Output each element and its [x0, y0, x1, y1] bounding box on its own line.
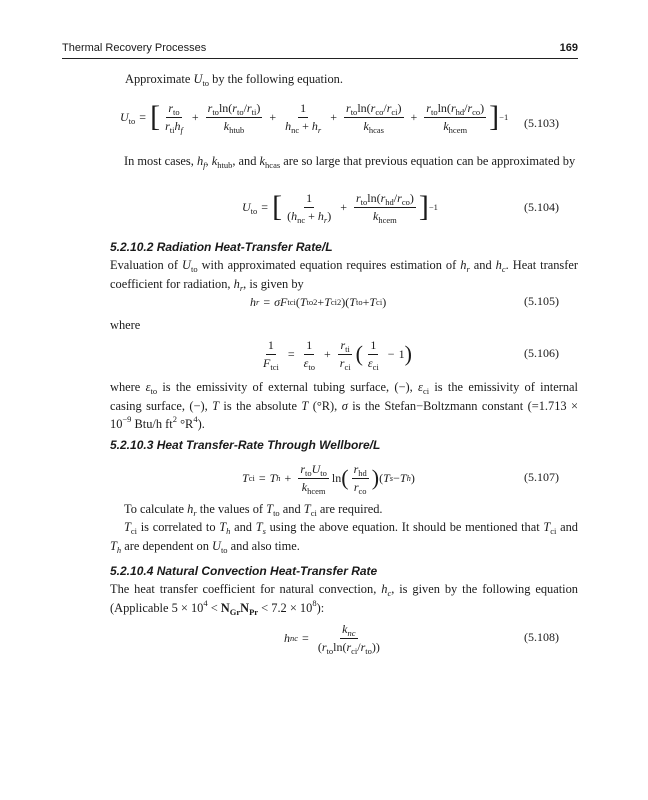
equation-5-105: h r = σF tci ( T to 2 + T ci 2 )( T to + T ci ): [250, 294, 387, 309]
paragraph-emissivity: where $\varepsilon_{to}$ is the emissivity of external tubing surface, (−), $\varepsilon_{ci}$ is the emissivity of internal casing surface, (−), T is the absolute T (°R), σ is the Stefan−Boltzmann constant ($=1.713 \times 10^{-9}$ Btu/h $ft^2$ $^\circ R^4$).: [110, 380, 578, 431]
running-header: Thermal Recovery Processes: [62, 42, 207, 54]
equation-number: (5.103): [524, 116, 559, 130]
equation-5-107: T ci = T h + $\frac{r_{to}U_{to}}{k_{hcem}}$ ln ( $\frac{r_{hd}}{r_{co}}$ ) ( T s − T h ): [242, 461, 415, 496]
paragraph-correlated: $T_{ci}$ is correlated to $T_h$ and $T_s$ using the above equation. It should be mentioned that $T_{ci}$ and $T_h$ are dependent on $U_{to}$ and also time.: [110, 520, 578, 555]
paragraph-convection: The heat transfer coefficient for natural convection, $h_c$, is given by the following equation (Applicable $5 \times 10^4 < N_{Gr}N_{Pr} < 7.2 \times 10^8$):: [110, 582, 578, 617]
equation-5-104: $U_{to}$ = [ $\frac{1}{(h_{nc} + h_r)}$ + $\frac{r_{to}\ln(r_{hd}/r_{co})}{k_{hcem}}$ ] −1: [242, 190, 438, 225]
section-heading-radiation: 5.2.10.2 Radiation Heat-Transfer Rate/L: [110, 240, 333, 254]
section-heading-convection: 5.2.10.4 Natural Convection Heat-Transfer Rate: [110, 564, 378, 578]
paragraph-approximate: Approximate $U_{to}$ by the following equation.: [125, 72, 343, 88]
equation-5-108: h nc = $\frac{k_{nc}}{(r_{to}\ln(r_{ci}/r_{to}))}$: [284, 621, 380, 656]
header-rule: [62, 58, 578, 59]
text-part: Approximate: [125, 72, 194, 86]
paragraph-most-cases: In most cases, $h_f$, $k_{htub}$, and $k_{hcas}$ are so large that previous equation can be approximated by: [124, 154, 576, 170]
page-number: 169: [559, 42, 578, 54]
equation-number: (5.106): [524, 346, 559, 360]
equation-number: (5.105): [524, 294, 559, 308]
equation-number: (5.107): [524, 470, 559, 484]
equation-number: (5.108): [524, 630, 559, 644]
where-label: where: [110, 318, 141, 332]
equation-5-103: $U_{to}$ = [ $\frac{r_{to}}{r_{ti}h_f}$ + $\frac{r_{to}\ln(r_{to}/r_{ti})}{k_{htub}}$ + $\frac{1}{h_{nc} + h_r}$ + $\frac{r_{to}\ln(r_{co}/r_{ci})}{k_{hcas}}$ + $\frac{r_{to}\ln(r_{hd}/r_{co})}{k_{hcem}}$ ] −1: [120, 100, 509, 135]
equation-5-106: $\frac{1}{F_{tci}}$ = $\frac{1}{\varepsilon_{to}}$ + $\frac{r_{ti}}{r_{ci}}$ ( $\frac{1}{\varepsilon_{ci}}$ − 1 ): [263, 337, 412, 372]
paragraph-calculate: To calculate $h_r$ the values of $T_{to}$ and $T_{ci}$ are required.: [124, 502, 383, 518]
section-heading-wellbore: 5.2.10.3 Heat Transfer-Rate Through Wellbore/L: [110, 438, 381, 452]
equation-number: (5.104): [524, 200, 559, 214]
paragraph-radiation: Evaluation of $U_{to}$ with approximated equation requires estimation of $h_r$ and $h_c$. Heat transfer coefficient for radiation, $h_r$, is given by: [110, 258, 578, 293]
